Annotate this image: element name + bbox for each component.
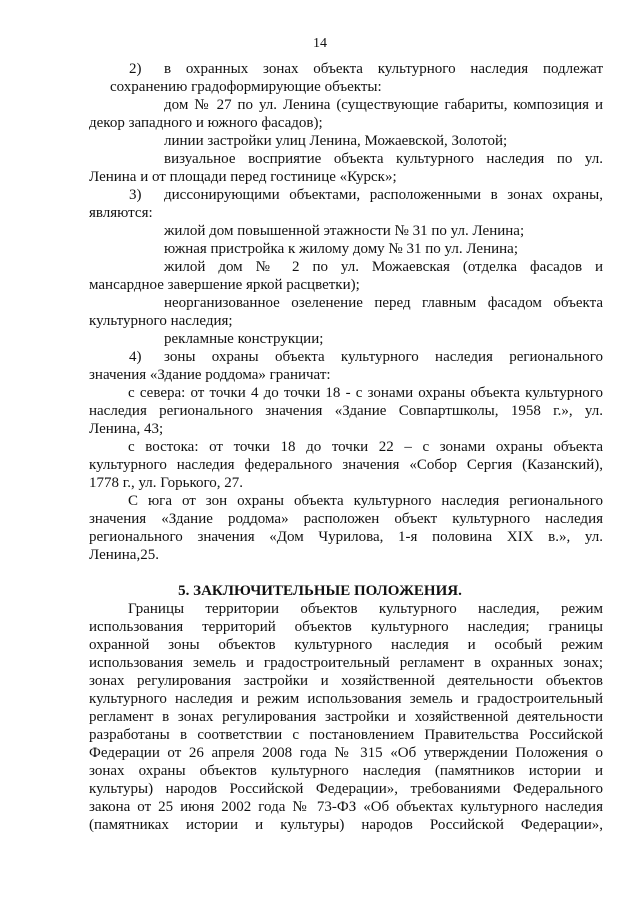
paragraph-line: наследия регионального значения «Здание Совпартшколы, 1958 г.», ул. [89,403,603,419]
paragraph-line: в охранных зонах объекта культурного наследия подлежат [164,61,603,77]
paragraph-line: Ленина, 43; [89,421,164,437]
paragraph-line: значения «Здание роддома» расположен объект культурного наследия [89,511,603,527]
paragraph-line: 1778 г., ул. Горького, 27. [89,475,244,491]
paragraph-line: разработаны в соответствии с постановлением Правительства Российской [89,727,603,743]
paragraph-line: использования территорий объектов культурного наследия; границы [89,619,603,635]
paragraph-line: культурного наследия и режим использования земель и градостроительный [89,691,603,707]
list-item-number: 4) [129,349,142,365]
section-heading: 5. ЗАКЛЮЧИТЕЛЬНЫЕ ПОЛОЖЕНИЯ. [178,583,462,599]
paragraph-line: жилой дом № 2 по ул. Можаевская (отделка фасадов и [164,259,603,275]
paragraph-line: зоны охраны объекта культурного наследия регионального [164,349,603,365]
list-item-number: 2) [129,61,142,77]
paragraph-line: южная пристройка к жилому дому № 31 по ул. Ленина; [164,241,518,257]
page-number: 14 [313,36,327,51]
paragraph-line: линии застройки улиц Ленина, Можаевской, Золотой; [164,133,508,149]
paragraph-line: зонах регулирования застройки и хозяйственной деятельности объектов [89,673,603,689]
paragraph-line: являются: [89,205,153,221]
paragraph-line: Границы территории объектов культурного наследия, режим [128,601,603,617]
paragraph-line: визуальное восприятие объекта культурного наследия по ул. [164,151,603,167]
paragraph-line: Ленина,25. [89,547,159,563]
paragraph-line: регионального значения «Дом Чурилова, 1-я половина XIX в.», ул. [89,529,603,545]
paragraph-line: диссонирующими объектами, расположенными в зонах охраны, [164,187,603,203]
paragraph-line: с севера: от точки 4 до точки 18 - с зонами охраны объекта культурного [128,385,603,401]
paragraph-line: закона от 25 июня 2002 года № 73-ФЗ «Об объектах культурного наследия [89,799,603,815]
paragraph-line: культурного наследия федерального значения «Собор Сергия (Казанский), [89,457,603,473]
paragraph-line: с востока: от точки 18 до точки 22 – с зонами охраны объекта [128,439,603,455]
list-item-number: 3) [129,187,142,203]
paragraph-line: регламент в зонах регулирования застройки и хозяйственной деятельности [89,709,603,725]
paragraph-line: мансардное завершение яркой расцветки); [89,277,360,293]
paragraph-line: дом № 27 по ул. Ленина (существующие габариты, композиция и [164,97,603,113]
paragraph-line: охранной зоны объектов культурного наследия и особый режим [89,637,603,653]
paragraph-line: культуры) народов Российской Федерации», требованиями Федерального [89,781,603,797]
paragraph-line: жилой дом повышенной этажности № 31 по ул. Ленина; [164,223,525,239]
paragraph-line: С юга от зон охраны объекта культурного наследия регионального [128,493,603,509]
paragraph-line: культурного наследия; [89,313,233,329]
paragraph-line: декор западного и южного фасадов); [89,115,323,131]
paragraph-line: неорганизованное озеленение перед главным фасадом объекта [164,295,603,311]
paragraph-line: значения «Здание роддома» граничат: [89,367,331,383]
paragraph-line: зонах охраны объектов культурного наследия (памятников истории и [89,763,603,779]
paragraph-line: использования земель и градостроительный регламент в охранных зонах; [89,655,603,671]
paragraph-line: Федерации от 26 апреля 2008 года № 315 «Об утверждении Положения о [89,745,603,761]
paragraph-line: (памятниках истории и культуры) народов Российской Федерации», [89,817,603,833]
paragraph-line: рекламные конструкции; [164,331,324,347]
paragraph-line: сохранению градоформирующие объекты: [110,79,382,95]
paragraph-line: Ленина и от площади перед гостинице «Курск»; [89,169,397,185]
